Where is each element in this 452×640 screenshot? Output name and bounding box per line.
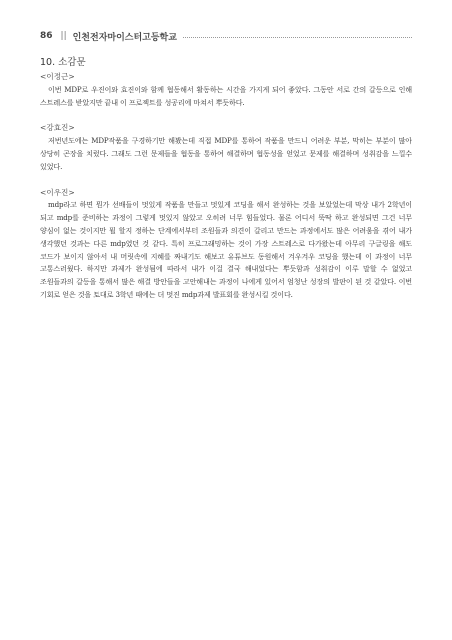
- entry-text: 저번년도에는 MDP작품을 구경하기만 해봤는데 직접 MDP를 통하여 작품을 만드니 어려운 부분, 막히는 부분이 많아 상당히 곤장을 치렀다. 그래도 그런 문제들을 협동을 통하여 해결하며 협동성을 얻었고 문제를 해결하며 성취감을 느낄수 있었다.: [40, 136, 412, 171]
- entry-author: <강효진>: [40, 123, 75, 133]
- header-dotted-rule: [183, 37, 412, 38]
- school-name: 인천전자마이스터고등학교: [72, 32, 177, 43]
- page-number: 86: [40, 31, 53, 41]
- entry-text: 이번 MDP로 우진이와 효진이와 함께 협동해서 활동하는 시간을 가지게 되어 좋았다. 그동안 서로 간의 갈등으로 인해 스트레스를 받았지만 끝내 이 프로젝트를 성공리에 마쳐서 뿌듯하다.: [40, 84, 412, 107]
- entry-lee-jeonggeun: [40, 71, 412, 109]
- entry-author: <이우진>: [40, 187, 75, 197]
- entry-kang-hyojin: [40, 122, 412, 173]
- entry-text: mdp라고 하면 뭔가 선배들이 멋있게 작품을 만들고 멋있게 코딩을 해서 완성하는 것을 보았었는데 막상 내가 2학년이 되고 mdp를 준비하는 과정이 그렇게 멋있지 않았고 오히려 너무 힘들었다. 물론 어디서 뚝딱 하고 완성되면 그건 너무 양심이 없는 것이지만 뭘 할지 정하는 단계에서부터 조원들과 의견이 갈리고 만드는 과정에서도 많은 어려움을 겪어 내가 생각했던 것과는 다른 mdp였던 것 같다. 특히 프로그래밍하는 것이 가장 스트레스로 다가왔는데 아무리 구글링을 해도 코드가 보이지 않아서 내 머릿속에 지혜를 짜내기도 해보고 유튜브도 동원해서 겨우겨우 코딩을 했는데 이 과정이 너무 고통스러웠다. 하지만 과제가 완성됨에 따라서 내가 이걸 결국 해내었다는 뿌듯함과 성취감이 이루 말할 수 없었고 조원들과의 갈등을 통해서 많은 해결 방안들을 고안해내는 과정이 나에게 있어서 엄청난 성장의 발판이 된 것 같았다. 이번 기회로 얻은 것을 토대로 3학년 때에는 더 멋진 mdp과제 발표회를 완성시킬 것이다.: [40, 200, 412, 299]
- page-header: [40, 29, 412, 43]
- header-separator: ||: [60, 31, 67, 41]
- reflection-section: [40, 56, 412, 302]
- entry-author: <이정근>: [40, 72, 75, 81]
- spacer: [40, 174, 412, 187]
- section-title: 10. 소감문: [40, 57, 86, 68]
- entry-lee-woojin: [40, 187, 412, 302]
- spacer: [40, 109, 412, 122]
